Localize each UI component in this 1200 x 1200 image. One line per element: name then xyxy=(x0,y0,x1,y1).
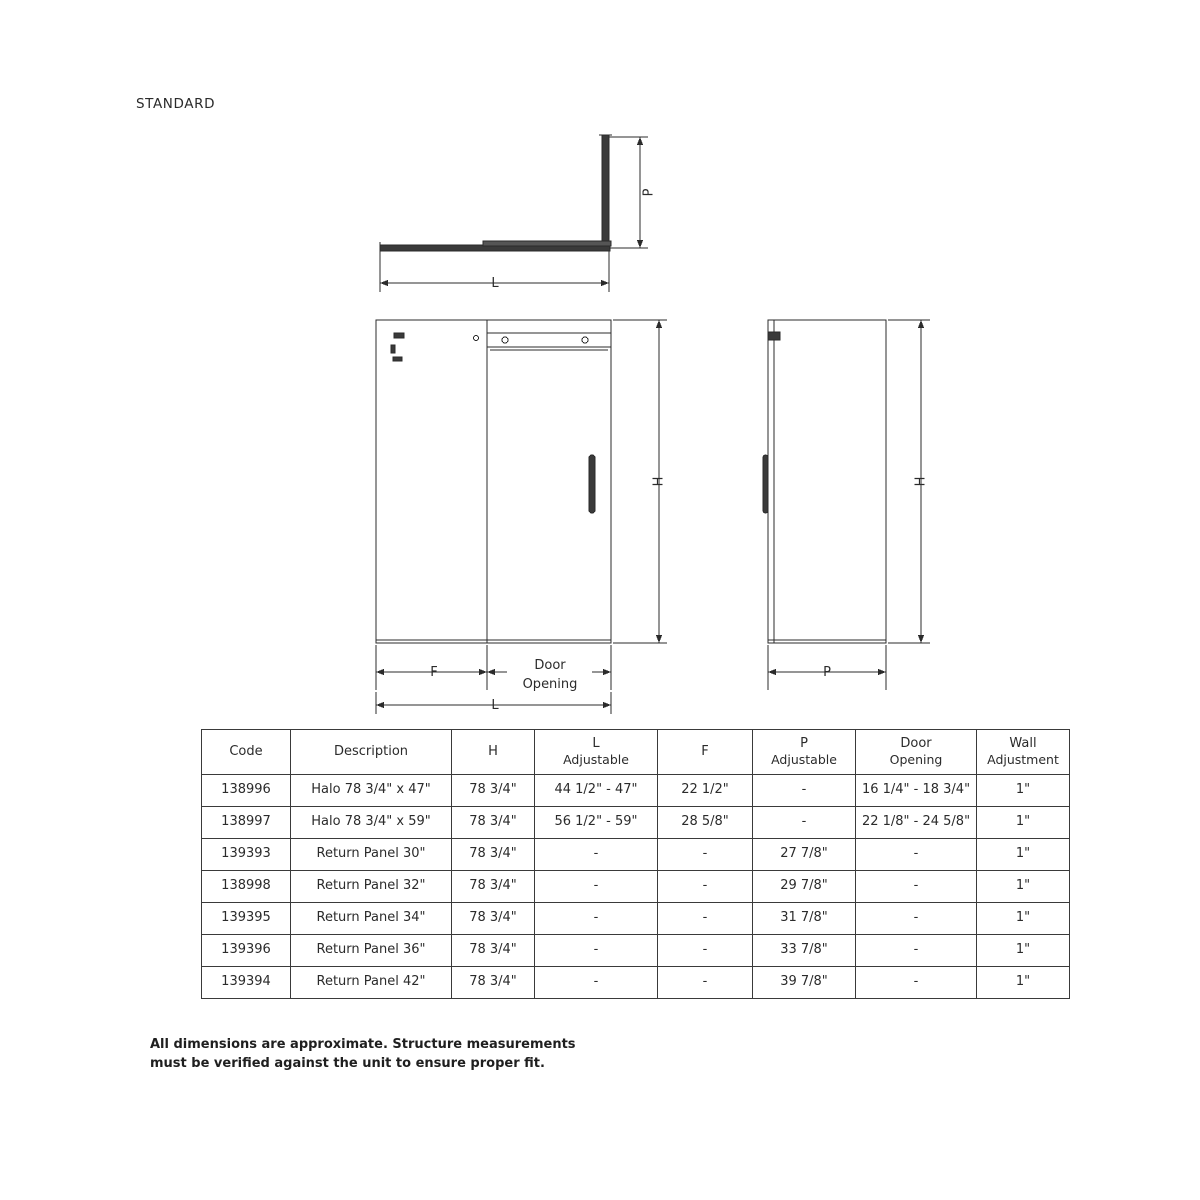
table-row xyxy=(202,775,1070,807)
header-line1: F xyxy=(701,743,709,759)
table-header-l xyxy=(535,730,658,775)
dim-label-side-h: H xyxy=(913,476,929,487)
cell-f: - xyxy=(658,839,753,871)
cell-l: - xyxy=(535,839,658,871)
cell-description: Return Panel 42" xyxy=(291,967,452,999)
cell-wall-adjustment: 1" xyxy=(977,903,1070,935)
door-opening-line2: Opening xyxy=(522,676,578,692)
top-view-plan xyxy=(380,135,612,254)
cell-wall-adjustment: 1" xyxy=(977,807,1070,839)
cell-code: 138998 xyxy=(202,871,291,903)
page-title: STANDARD xyxy=(136,96,216,112)
cell-p: 39 7/8" xyxy=(753,967,856,999)
cell-code: 139395 xyxy=(202,903,291,935)
footnote-line1: All dimensions are approximate. Structure measurements xyxy=(150,1037,576,1052)
cell-code: 139396 xyxy=(202,935,291,967)
cell-door-opening: 22 1/8" - 24 5/8" xyxy=(856,807,977,839)
dim-label-front-f: F xyxy=(430,665,438,680)
cell-description: Return Panel 30" xyxy=(291,839,452,871)
cell-code: 139393 xyxy=(202,839,291,871)
header-line2: Adjustment xyxy=(987,752,1059,768)
cell-l: - xyxy=(535,903,658,935)
cell-l: - xyxy=(535,967,658,999)
header-line1: Code xyxy=(229,743,263,759)
dim-label-front-l: L xyxy=(491,698,499,713)
table-row xyxy=(202,903,1070,935)
dim-label-front-h: H xyxy=(651,476,667,487)
cell-f: - xyxy=(658,935,753,967)
cell-door-opening: - xyxy=(856,871,977,903)
specification-table xyxy=(201,729,1070,999)
cell-f: - xyxy=(658,903,753,935)
table-row xyxy=(202,935,1070,967)
table-header-code xyxy=(202,730,291,775)
door-opening-line1: Door xyxy=(534,658,566,673)
cell-f: 22 1/2" xyxy=(658,775,753,807)
header-line1: P xyxy=(800,736,808,752)
cell-wall-adjustment: 1" xyxy=(977,839,1070,871)
header-line1: Wall xyxy=(1009,736,1037,752)
side-view-elevation xyxy=(763,320,886,643)
footnote xyxy=(150,1036,576,1074)
cell-description: Return Panel 34" xyxy=(291,903,452,935)
cell-h: 78 3/4" xyxy=(452,775,535,807)
cell-h: 78 3/4" xyxy=(452,871,535,903)
cell-wall-adjustment: 1" xyxy=(977,775,1070,807)
table-row xyxy=(202,807,1070,839)
cell-description: Halo 78 3/4" x 47" xyxy=(291,775,452,807)
cell-p: 33 7/8" xyxy=(753,935,856,967)
cell-f: 28 5/8" xyxy=(658,807,753,839)
table-row xyxy=(202,871,1070,903)
footnote-line2: must be verified against the unit to ensure proper fit. xyxy=(150,1055,545,1071)
cell-code: 138997 xyxy=(202,807,291,839)
table-row xyxy=(202,839,1070,871)
table-header-wall-adjustment xyxy=(977,730,1070,775)
cell-p: 31 7/8" xyxy=(753,903,856,935)
cell-h: 78 3/4" xyxy=(452,903,535,935)
dim-label-top-l: L xyxy=(491,276,499,291)
cell-h: 78 3/4" xyxy=(452,967,535,999)
cell-description: Halo 78 3/4" x 59" xyxy=(291,807,452,839)
table-header-door-opening xyxy=(856,730,977,775)
cell-f: - xyxy=(658,967,753,999)
header-line1: H xyxy=(488,743,498,759)
cell-l: - xyxy=(535,871,658,903)
cell-code: 139394 xyxy=(202,967,291,999)
table-header-p xyxy=(753,730,856,775)
cell-code: 138996 xyxy=(202,775,291,807)
cell-door-opening: - xyxy=(856,967,977,999)
cell-p: - xyxy=(753,807,856,839)
dim-label-top-p: P xyxy=(641,188,657,197)
header-line2: Adjustable xyxy=(563,752,629,768)
cell-h: 78 3/4" xyxy=(452,839,535,871)
cell-door-opening: - xyxy=(856,903,977,935)
cell-wall-adjustment: 1" xyxy=(977,871,1070,903)
table-row xyxy=(202,967,1070,999)
cell-door-opening: 16 1/4" - 18 3/4" xyxy=(856,775,977,807)
cell-door-opening: - xyxy=(856,935,977,967)
header-line2: Adjustable xyxy=(771,752,837,768)
header-line1: Description xyxy=(333,743,409,759)
table-header-row xyxy=(202,730,1070,775)
header-line1: L xyxy=(592,736,600,752)
front-view-elevation xyxy=(376,320,611,643)
cell-h: 78 3/4" xyxy=(452,807,535,839)
cell-wall-adjustment: 1" xyxy=(977,935,1070,967)
cell-p: - xyxy=(753,775,856,807)
cell-l: 56 1/2" - 59" xyxy=(535,807,658,839)
cell-p: 27 7/8" xyxy=(753,839,856,871)
table-header-f xyxy=(658,730,753,775)
cell-description: Return Panel 36" xyxy=(291,935,452,967)
cell-description: Return Panel 32" xyxy=(291,871,452,903)
header-line2: Opening xyxy=(889,752,943,768)
table-header-h xyxy=(452,730,535,775)
dim-label-door-opening xyxy=(508,657,592,695)
cell-l: - xyxy=(535,935,658,967)
cell-door-opening: - xyxy=(856,839,977,871)
table-header-description xyxy=(291,730,452,775)
cell-f: - xyxy=(658,871,753,903)
header-line1: Door xyxy=(900,736,932,752)
cell-h: 78 3/4" xyxy=(452,935,535,967)
cell-wall-adjustment: 1" xyxy=(977,967,1070,999)
cell-l: 44 1/2" - 47" xyxy=(535,775,658,807)
dim-label-side-p: P xyxy=(823,665,831,680)
cell-p: 29 7/8" xyxy=(753,871,856,903)
